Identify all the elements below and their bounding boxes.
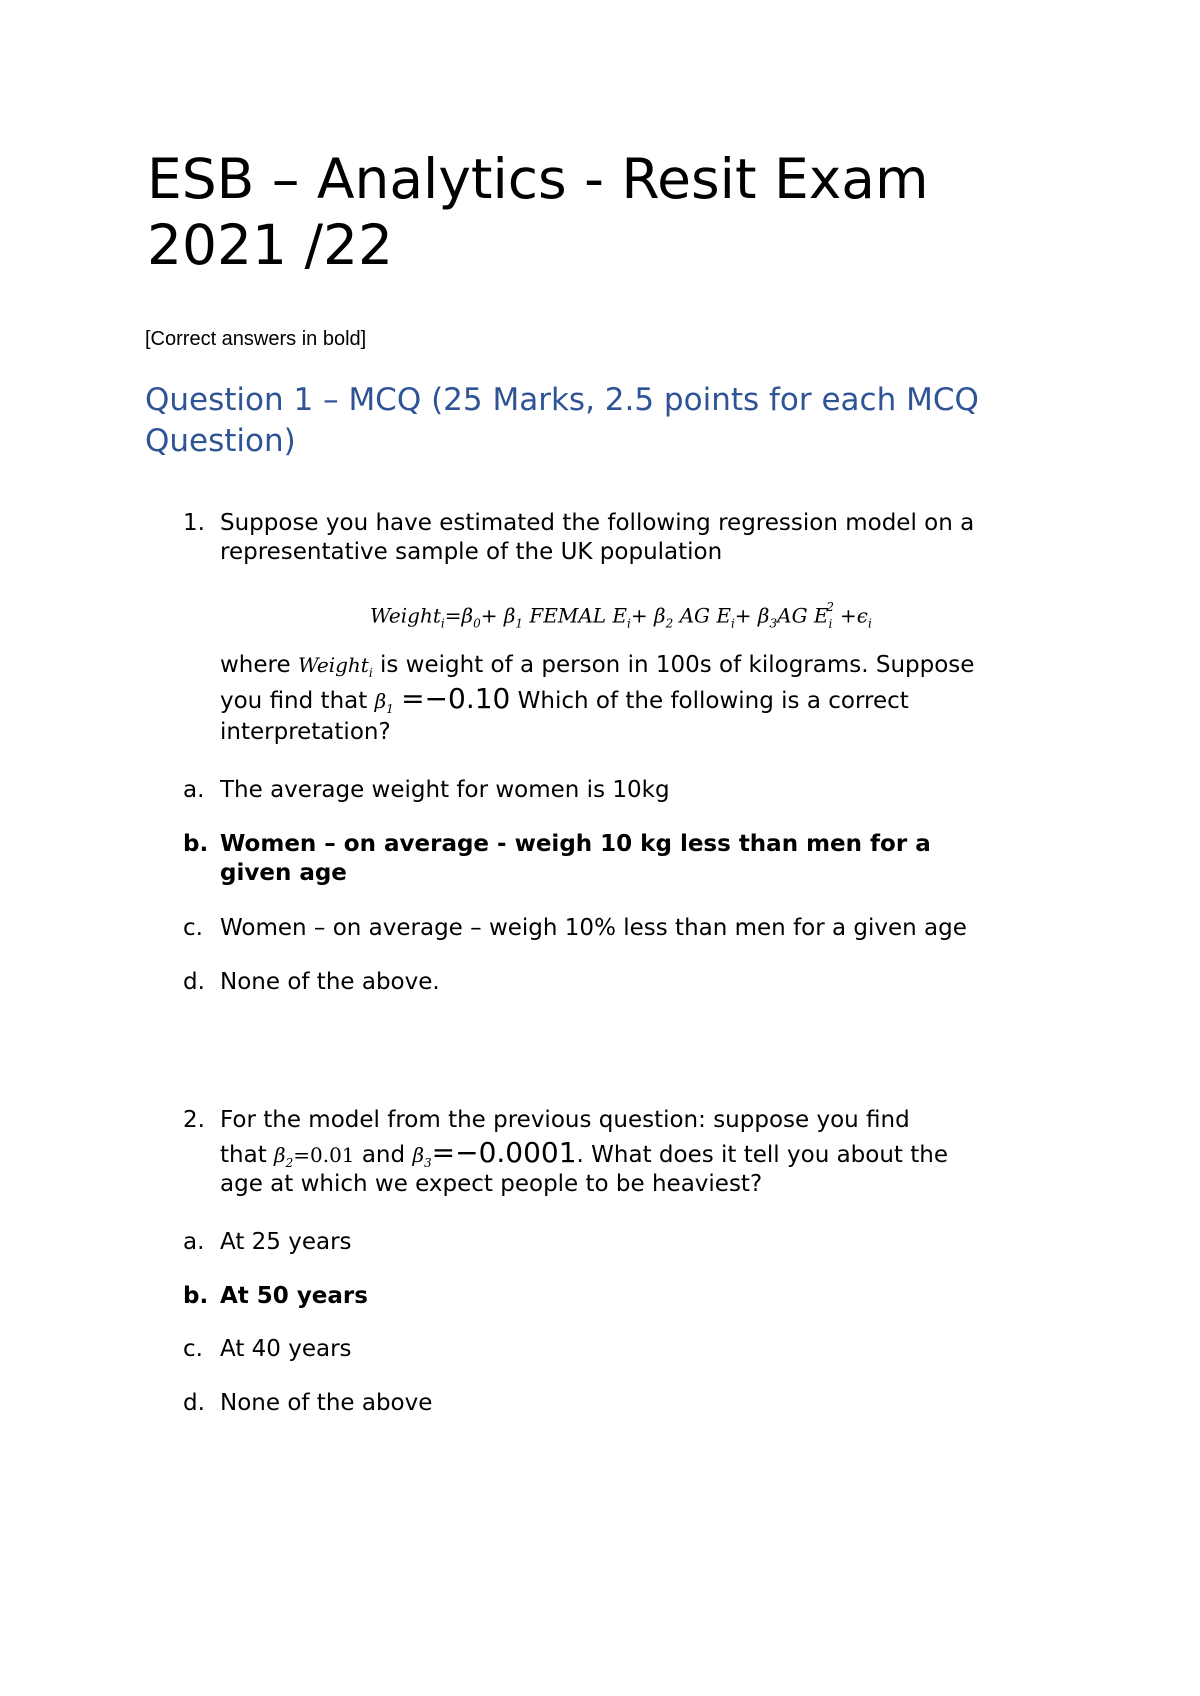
weight-variable: Weight$_i$: [297, 653, 373, 680]
title-line-2: 2021 /22: [147, 213, 393, 277]
beta3-symbol: $\beta_3$: [412, 1143, 432, 1170]
q2-option-a-letter: a.: [183, 1229, 205, 1255]
beta3-value: =−0.0001: [431, 1136, 577, 1169]
q2-number: 2.: [183, 1107, 205, 1133]
section-heading-line-1: Question 1 – MCQ (25 Marks, 2.5 points for each MCQ: [145, 382, 979, 418]
q2-question-rest: . What does it tell you about the: [576, 1142, 948, 1168]
q1-you-find-text: you find that: [220, 688, 368, 714]
regression-equation: $Weight_i=\beta_0+ \beta_1$ FEMAL $E_i+ \beta_2$ AG $E_i+ \beta_3AG$ $E_i^2 +\epsilon_i$: [370, 600, 872, 631]
q2-option-b-letter: b.: [183, 1283, 209, 1309]
eq-age: AG E: [679, 603, 731, 628]
beta2-value: =0.01: [293, 1143, 355, 1167]
q2-line-3: age at which we expect people to be heaviest?: [220, 1171, 763, 1197]
beta2-symbol: $\beta_2$: [274, 1143, 294, 1170]
weight-variable-text: Weight: [297, 653, 369, 677]
q1-option-c-letter: c.: [183, 915, 203, 941]
q1-number: 1.: [183, 510, 205, 536]
q1-intro-line-1: Suppose you have estimated the following regression model on a: [220, 510, 975, 536]
q1-option-b-line-1: Women – on average - weigh 10 kg less than men for a: [220, 831, 931, 857]
q2-and-text: and: [354, 1142, 413, 1168]
q2-option-b-correct: At 50 years: [220, 1283, 368, 1309]
answer-key-note: [Correct answers in bold]: [145, 328, 367, 350]
eq-weight: Weight: [370, 603, 441, 628]
q1-where-line: [220, 651, 974, 688]
q1-option-d: None of the above.: [220, 969, 440, 995]
q1-question-text: Which of the following is a correct: [510, 688, 909, 714]
q2-option-d-letter: d.: [183, 1390, 205, 1416]
q2-option-a: At 25 years: [220, 1229, 352, 1255]
eq-age-squared: AG E: [777, 603, 829, 628]
q2-option-c-letter: c.: [183, 1336, 203, 1362]
q1-where-text: where: [220, 652, 291, 678]
q1-intro-line-2: representative sample of the UK population: [220, 539, 723, 565]
q1-option-c: Women – on average – weigh 10% less than men for a given age: [220, 915, 967, 941]
q2-option-d: None of the above: [220, 1390, 433, 1416]
beta1-value: =−0.10: [401, 682, 511, 715]
q2-that-text: that: [220, 1142, 267, 1168]
q1-option-b-correct: [220, 830, 1070, 888]
document-title: [147, 146, 1047, 278]
q1-weight-description: is weight of a person in 100s of kilograms. Suppose: [372, 652, 975, 678]
eq-female: FEMAL E: [529, 603, 628, 628]
q1-option-b-letter: b.: [183, 831, 209, 857]
q1-option-d-letter: d.: [183, 969, 205, 995]
q1-option-b-line-2: given age: [220, 860, 347, 886]
q1-interpretation-line: interpretation?: [220, 719, 391, 745]
title-line-1: ESB – Analytics - Resit Exam: [147, 147, 929, 211]
q1-option-a: The average weight for women is 10kg: [220, 777, 670, 803]
q2-line-1: For the model from the previous question: suppose you find: [220, 1107, 910, 1133]
q1-option-a-letter: a.: [183, 777, 205, 803]
section-heading-line-2: Question): [145, 423, 296, 459]
beta1-symbol: $\beta_1$: [374, 689, 394, 716]
section-heading: [145, 380, 1075, 462]
q2-option-c: At 40 years: [220, 1336, 352, 1362]
